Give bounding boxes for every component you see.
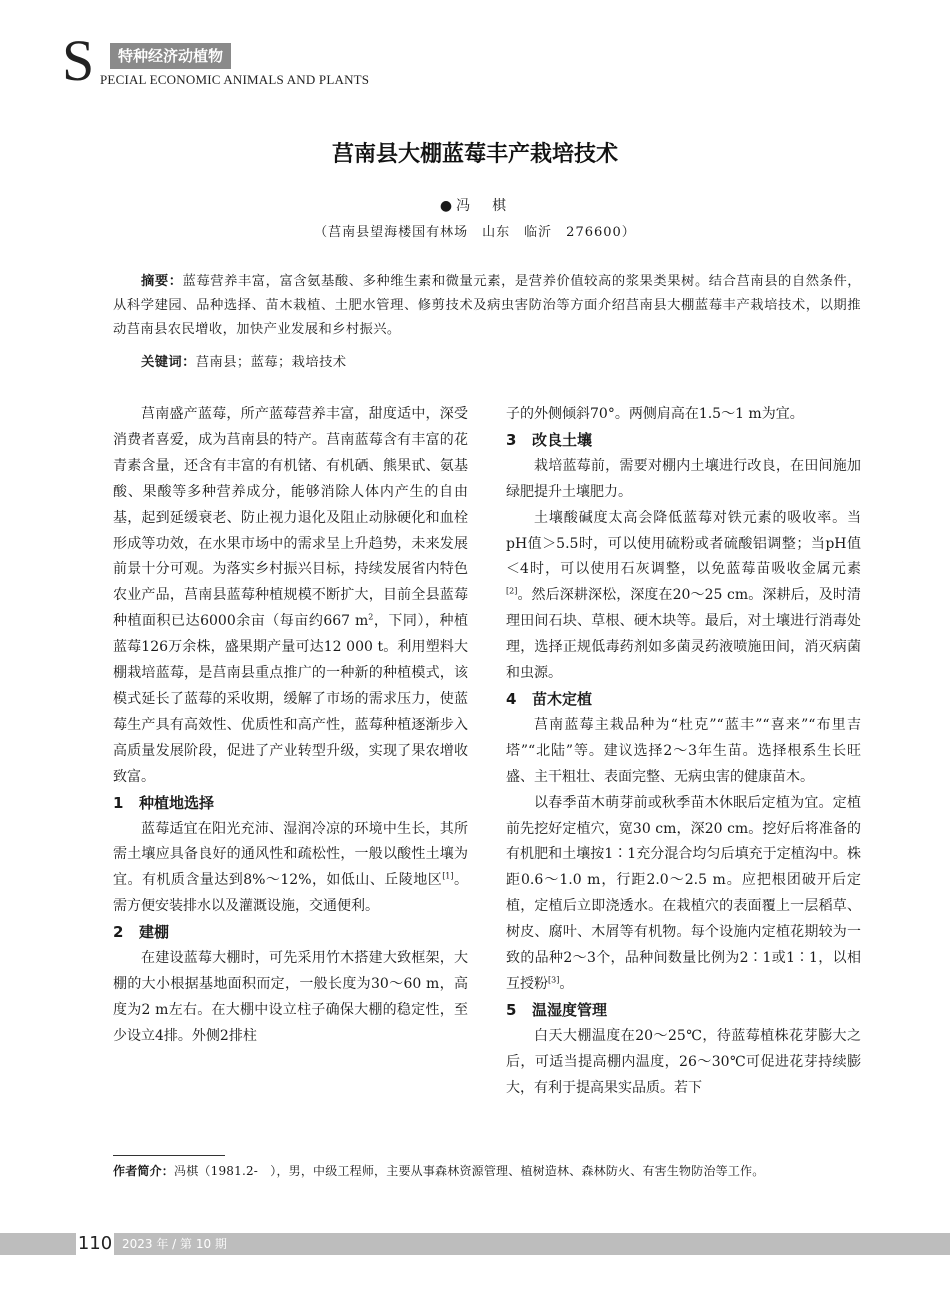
section-1-text-a: 蓝莓适宜在阳光充沛、湿润冷凉的环境中生长，其所需土壤应具备良好的通风性和疏松性，一般以酸性土壤为宜。有机质含量达到8%～12%，如低山、丘陵地区 [113, 820, 468, 889]
keywords-label: 关键词： [141, 355, 196, 370]
abstract [113, 270, 861, 342]
section-1-title: 种植地选择 [139, 793, 215, 812]
section-3-paragraph-2 [506, 506, 861, 687]
abstract-label: 摘要： [141, 274, 183, 289]
intro-text-b: ，下同），种植蓝莓126万余株，盛果期产量可达12 000 t。利用塑料大棚栽培蓝莓，是莒南县重点推广的一种新的种植模式，该模式延长了蓝莓的采收期，缓解了市场的需求压力，使蓝莓生产具有高效性、优质性和高产性，蓝莓种植逐渐步入高质量发展阶段，促进了产业转型升级，实现了果农增收致富。 [113, 613, 468, 785]
left-column [113, 402, 468, 1050]
section-4-number: 4 [506, 689, 517, 708]
section-4-paragraph-1: 莒南蓝莓主栽品种为“杜克”“蓝丰”“喜来”“布里吉塔”“北陆”等。建议选择2～3年生苗。选择根系生长旺盛、主干粗壮、表面完整、无病虫害的健康苗木。 [506, 716, 861, 785]
page-number: 110 [77, 1233, 113, 1254]
author-footnote [113, 1162, 764, 1179]
header-category-badge: 特种经济动植物 [110, 43, 231, 69]
section-3-reference: [2] [506, 586, 518, 596]
section-4-heading [506, 687, 861, 713]
section-2-continuation: 子的外侧倾斜70°。两侧肩高在1.5～1 m为宜。 [506, 406, 804, 422]
intro-superscript: 2 [368, 612, 374, 622]
section-3-number: 3 [506, 430, 517, 449]
keywords [141, 351, 346, 370]
section-4-text-a: 以春季苗木萌芽前或秋季苗木休眠后定植为宜。定植前先挖好定植穴，宽30 cm，深20 cm。挖好后将准备的有机肥和土壤按1∶1充分混合均匀后填充于定植沟中。株距0.6～1.0 m，行距2.0～2.5 m。应把根团破开后定植，定植后立即浇透水。在栽植穴的表面覆上一层稻草、树皮、腐叶、木屑等有机物。每个设施内定植花期较为一致的品种2～3个，品种间数量比例为2∶1或1∶1，以相互授粉 [506, 794, 861, 992]
header-subtitle: PECIAL ECONOMIC ANIMALS AND PLANTS [100, 72, 370, 87]
article-title: 莒南县大棚蓝莓丰产栽培技术 [331, 142, 618, 167]
section-4-title: 苗木定植 [532, 689, 593, 708]
section-5-number: 5 [506, 1000, 517, 1019]
section-1-number: 1 [113, 793, 124, 812]
section-1-text-b: 。需方便安装排水以及灌溉设施，交通便利。 [113, 872, 469, 915]
issue-label: 2023 年 / 第 10 期 [122, 1237, 227, 1251]
section-2-heading [113, 920, 468, 946]
author-line: ●冯 棋 [439, 198, 511, 214]
header-big-letter: S [62, 28, 95, 93]
section-1-paragraph [113, 817, 468, 921]
keywords-text: 莒南县；蓝莓；栽培技术 [195, 355, 347, 370]
section-2-paragraph: 在建设蓝莓大棚时，可先采用竹木搭建大致框架，大棚的大小根据基地面积而定，一般长度为30～60 m，高度为2 m左右。在大棚中设立柱子确保大棚的稳定性，至少设立4排。外侧2排柱 [113, 950, 468, 1044]
right-column [506, 402, 861, 1101]
section-5-title: 温湿度管理 [532, 1000, 608, 1019]
section-3-title: 改良土壤 [532, 430, 593, 449]
section-3-text-a: 土壤酸碱度太高会降低蓝莓对铁元素的吸收率。当pH值＞5.5时，可以使用硫粉或者硫酸铝调整；当pH值＜4时，可以使用石灰调整，以免蓝莓苗吸收金属元素 [506, 509, 861, 578]
section-1-heading [113, 791, 468, 817]
section-3-text-b: 。然后深耕深松，深度在20～25 cm。深耕后，及时清理田间石块、草根、硬木块等。最后，对土壤进行消毒处理，选择正规低毒药剂如多菌灵药液喷施田间，消灭病菌和虫源。 [506, 587, 861, 682]
section-2-number: 2 [113, 923, 124, 942]
section-4-text-b: 。 [559, 975, 574, 992]
section-5-heading [506, 998, 861, 1024]
section-3-heading [506, 428, 861, 454]
section-3-paragraph-1: 栽培蓝莓前，需要对棚内土壤进行改良，在田间施加绿肥提升土壤肥力。 [506, 457, 861, 500]
abstract-text: 蓝莓营养丰富，富含氨基酸、多种维生素和微量元素，是营养价值较高的浆果类果树。结合莒南县的自然条件，从科学建园、品种选择、苗木栽植、土肥水管理、修剪技术及病虫害防治等方面介绍莒南县大棚蓝莓丰产栽培技术，以期推动莒南县农民增收，加快产业发展和乡村振兴。 [113, 274, 861, 337]
affiliation-line: （莒南县望海楼国有林场 山东 临沂 276600） [314, 225, 636, 240]
intro-paragraph [113, 402, 468, 791]
footnote-text: 冯棋（1981.2- ），男，中级工程师，主要从事森林资源管理、植树造林、森林防火、有害生物防治等工作。 [174, 1164, 765, 1178]
intro-text-a: 莒南盛产蓝莓，所产蓝莓营养丰富，甜度适中，深受消费者喜爱，成为莒南县的特产。莒南蓝莓含有丰富的花青素含量，还含有丰富的有机锗、有机硒、熊果甙、氨基酸、果酸等多种营养成分，能够消除人体内产生的自由基，起到延缓衰老、防止视力退化及阻止动脉硬化和血栓形成等功效，在水果市场中的需求呈上升趋势，未来发展前景十分可观。为落实乡村振兴目标，持续发展省内特色农业产品，莒南县蓝莓种植规模不断扩大，目前全县蓝莓种植面积已达6000余亩（每亩约667 m [113, 406, 468, 630]
section-1-reference: [1] [442, 871, 454, 881]
footnote-divider [113, 1155, 225, 1156]
section-4-reference: [3] [548, 975, 560, 985]
section-5-paragraph: 白天大棚温度在20～25℃，待蓝莓植株花芽膨大之后，可适当提高棚内温度，26～30℃可促进花芽持续膨大，有利于提高果实品质。若下 [506, 1027, 861, 1096]
section-4-paragraph-2 [506, 791, 861, 998]
footnote-label: 作者简介： [113, 1164, 175, 1178]
section-2-title: 建棚 [139, 923, 170, 942]
